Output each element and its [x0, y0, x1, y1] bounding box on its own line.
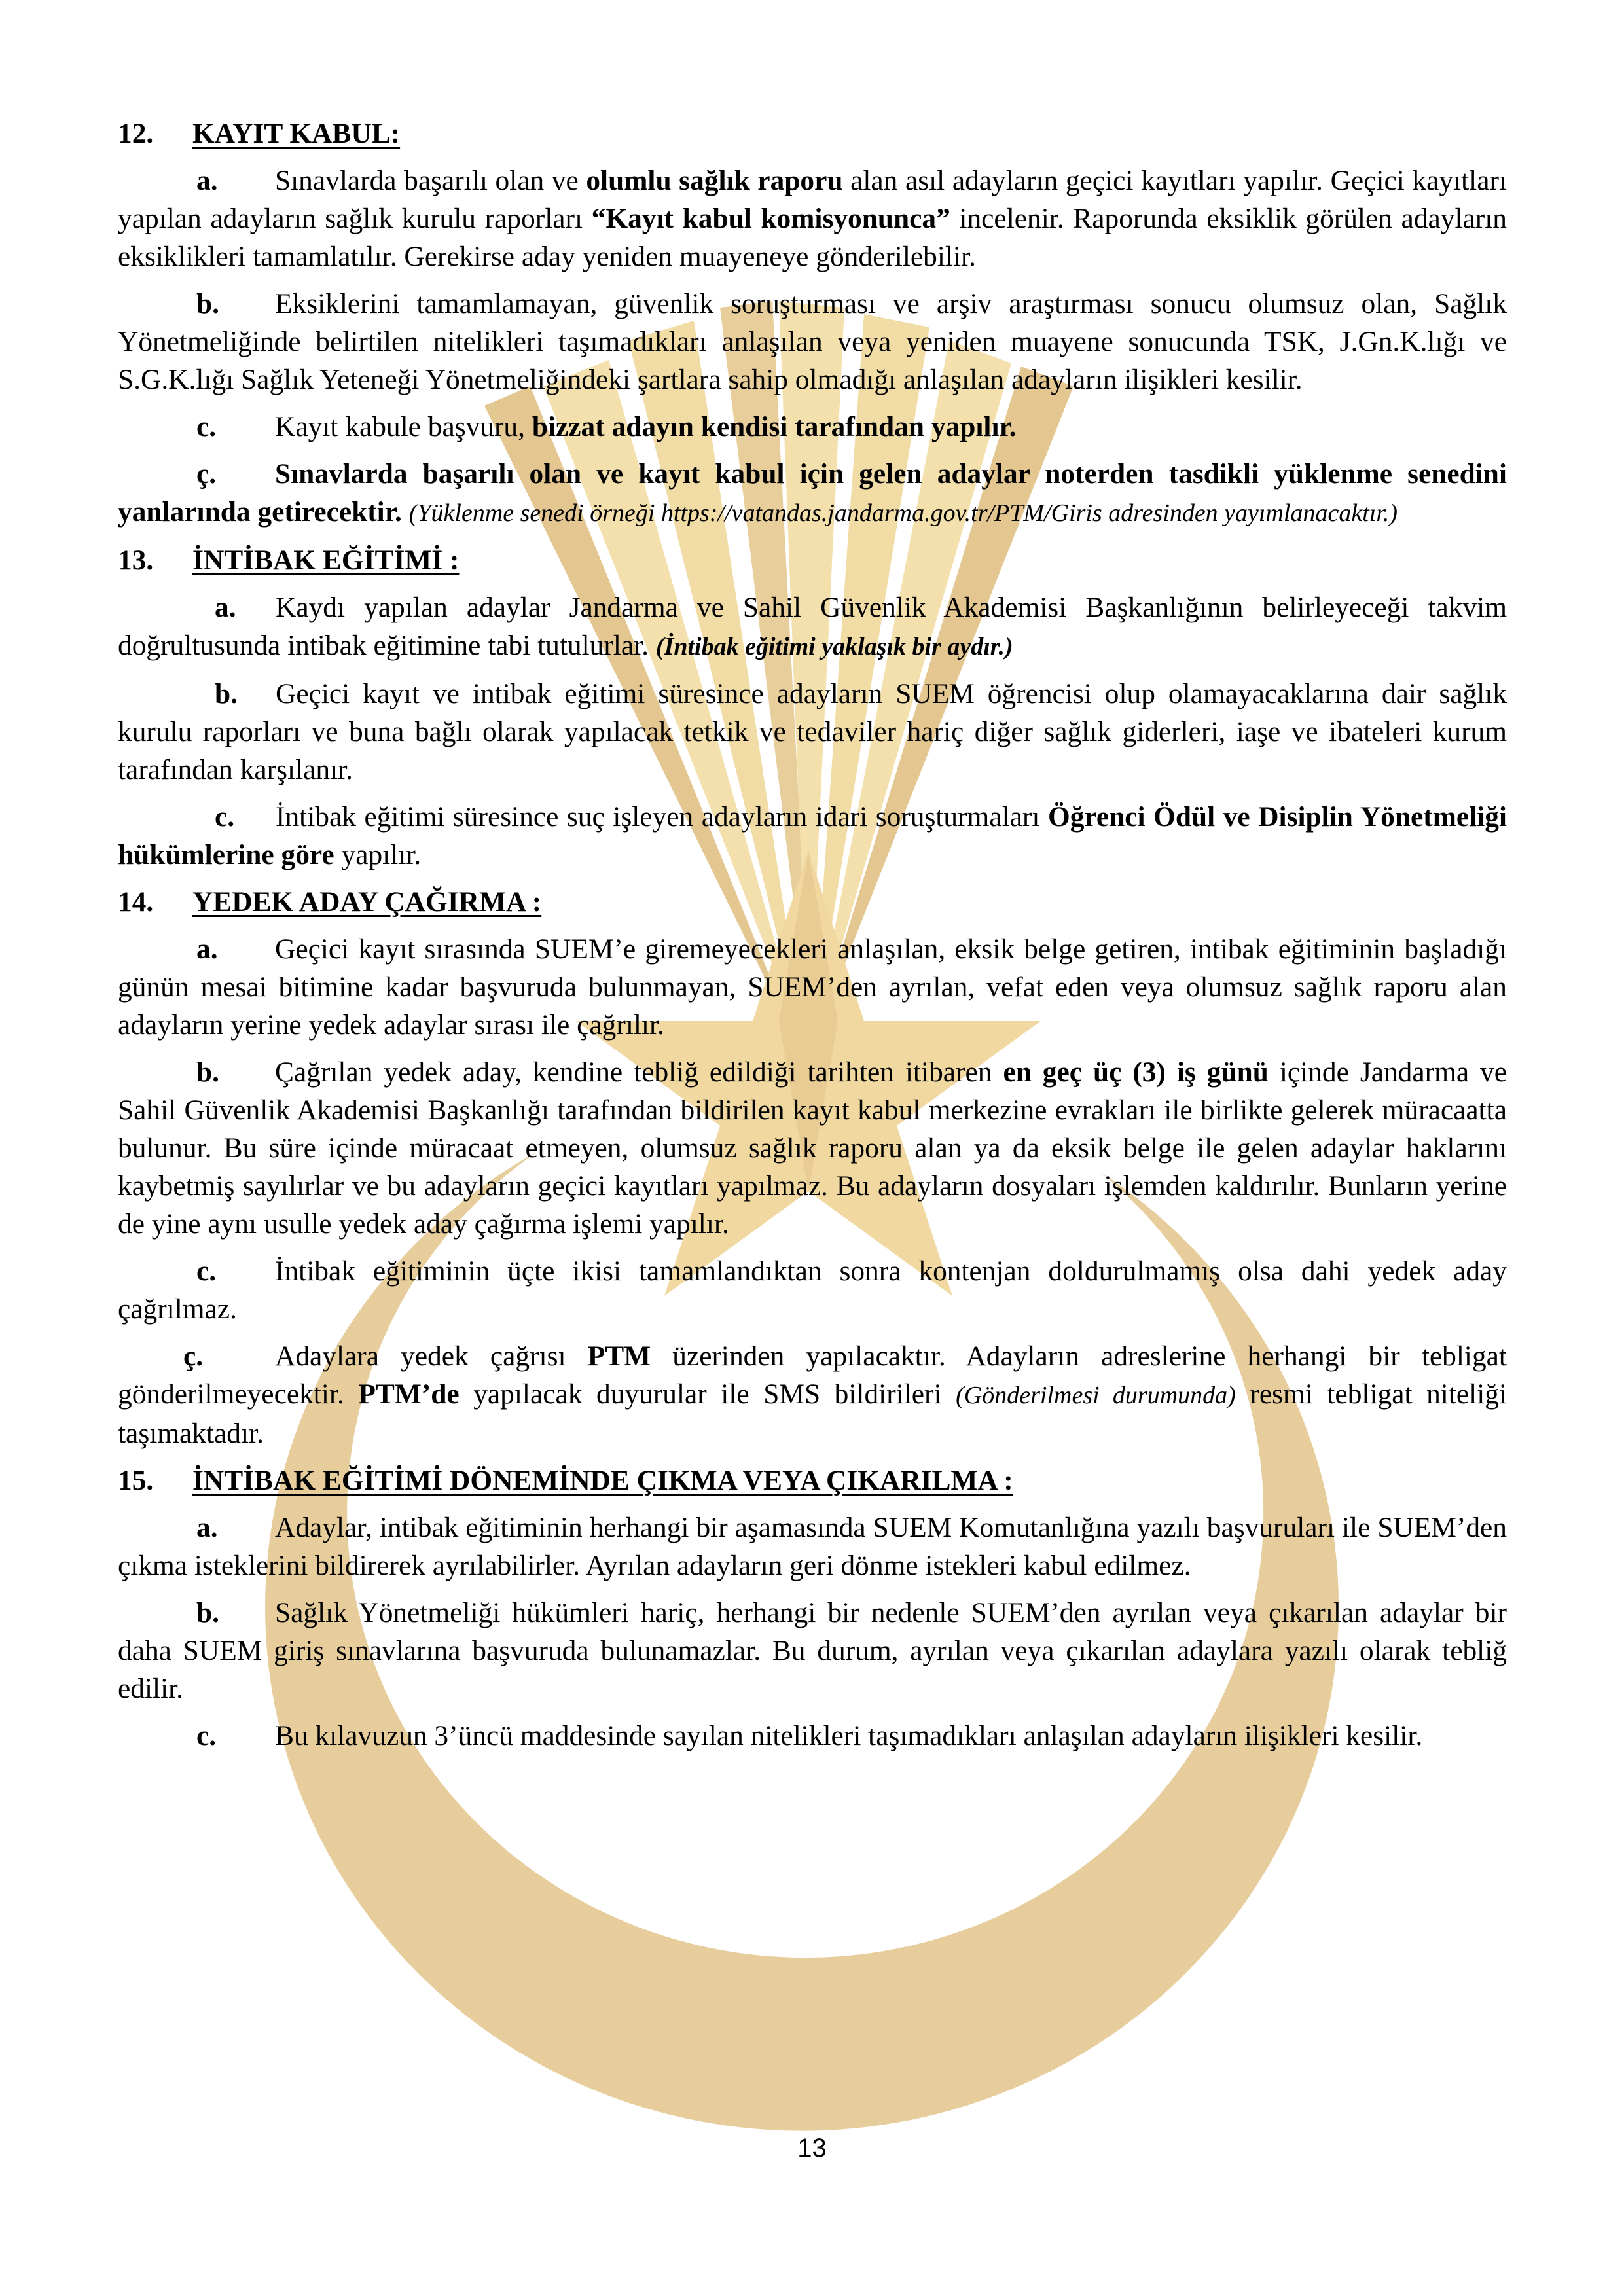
paragraph-letter: a.	[196, 1512, 218, 1543]
text-run: yapılır.	[334, 839, 422, 870]
paragraph-letter: c.	[196, 411, 217, 442]
text-run: (Yüklenme senedi örneği https://vatandas.jandarma.gov.tr/PTM/Giris adresinden yayımlanacaktır.)	[408, 499, 1398, 527]
section-number: 15.	[118, 1465, 154, 1496]
text-run: incelenir. Raporunda eksiklik görülen adayların eksiklikleri tamamlatılır. Gerekirse aday yeniden muayeneye gönderilebilir.	[118, 203, 1507, 272]
paragraph-letter: ç.	[196, 458, 217, 490]
section-title: İNTİBAK EĞİTİMİ :	[192, 545, 460, 576]
text-run: “Kayıt kabul komisyonunca”	[591, 203, 950, 234]
paragraph-letter: a.	[196, 165, 218, 196]
paragraph	[118, 1717, 1507, 1755]
text-run	[402, 496, 409, 528]
paragraph-letter: b.	[196, 1056, 219, 1088]
text-run: en geç üç (3) iş günü	[1003, 1056, 1269, 1088]
text-run: (İntibak eğitimi yaklaşık bir aydır.)	[655, 633, 1013, 660]
paragraph	[118, 588, 1507, 666]
paragraph	[118, 1053, 1507, 1243]
text-run: Çağrılan yedek aday, kendine tebliğ edildiği tarihten itibaren	[275, 1056, 1003, 1088]
text-run: İntibak eğitiminin üçte ikisi tamamlandıktan sonra kontenjan doldurulmamış olsa dahi yedek aday çağrılmaz.	[118, 1255, 1507, 1325]
paragraph-letter: b.	[215, 678, 238, 709]
paragraph	[118, 408, 1507, 446]
paragraph	[118, 930, 1507, 1044]
paragraph-letter: c.	[196, 1720, 217, 1751]
section-title: İNTİBAK EĞİTİMİ DÖNEMİNDE ÇIKMA VEYA ÇIKARILMA :	[192, 1465, 1013, 1496]
section-number: 13.	[118, 545, 154, 576]
text-run: Kayıt kabule başvuru,	[275, 411, 532, 442]
text-run: resmi tebligat niteliği taşımaktadır.	[118, 1378, 1507, 1449]
paragraph	[118, 1337, 1507, 1452]
section-number: 12.	[118, 118, 154, 149]
paragraph	[118, 455, 1507, 532]
section-heading-12	[118, 115, 1507, 152]
paragraph-letter: ç.	[183, 1340, 204, 1372]
paragraph-letter: b.	[196, 1597, 219, 1628]
text-run: Sınavlarda başarılı olan ve kayıt kabul için gelen adaylar noterden tasdikli yüklenme senedini yanlarında getirecektir.	[118, 458, 1507, 528]
paragraph	[118, 285, 1507, 399]
text-run: İntibak eğitimi süresince suç işleyen adayların idari soruşturmaları	[276, 801, 1048, 833]
paragraph	[118, 798, 1507, 874]
text-run: Adaylara yedek çağrısı	[275, 1340, 588, 1372]
text-run: içinde Jandarma ve Sahil Güvenlik Akademisi Başkanlığı tarafından bildirilen kayıt kabul merkezine evrakları ile birlikte gelerek müracaatta bulunur. Bu süre içinde müracaat etmeyen, olumsuz sağlık raporu alan ya da eksik belge ile gelen adaylar haklarını kaybetmiş sayılırlar ve bu adayların geçici kayıtları yapılmaz. Bu adayların dosyaları işlemden kaldırılır. Bunların yerine de yine aynı usulle yedek aday çağırma işlemi yapılır.	[118, 1056, 1507, 1240]
text-run: Geçici kayıt sırasında SUEM’e giremeyecekleri anlaşılan, eksik belge getiren, intibak eğitiminin başladığı günün mesai bitimine kadar başvuruda bulunmayan, SUEM’den ayrılan, vefat eden veya olumsuz sağlık raporu alan adayların yerine yedek adaylar sırası ile çağrılır.	[118, 933, 1507, 1041]
section-title: YEDEK ADAY ÇAĞIRMA :	[192, 886, 542, 918]
section-number: 14.	[118, 886, 154, 918]
text-run: Bu kılavuzun 3’üncü maddesinde sayılan nitelikleri taşımadıkları anlaşılan adayların ilişikleri kesilir.	[275, 1720, 1423, 1751]
text-run: Eksiklerini tamamlamayan, güvenlik soruşturması ve arşiv araştırması sonucu olumsuz olan, Sağlık Yönetmeliğinde belirtilen nitelikleri taşımadıkları anlaşılan veya yeniden muayene sonucunda TSK, J.Gn.K.lığı ve S.G.K.lığı Sağlık Yeteneği Yönetmeliğindeki şartlara sahip olmadığı anlaşılan adayların ilişikleri kesilir.	[118, 288, 1507, 395]
section-heading-13	[118, 541, 1507, 579]
text-run: yapılacak duyurular ile SMS bildirileri	[459, 1378, 956, 1410]
paragraph-letter: c.	[215, 801, 235, 833]
document-body	[118, 115, 1507, 1764]
section-title: KAYIT KABUL:	[192, 118, 401, 149]
text-run: Sağlık Yönetmeliği hükümleri hariç, herhangi bir nedenle SUEM’den ayrılan veya çıkarılan adaylar bir daha SUEM giriş sınavlarına başvuruda bulunamazlar. Bu durum, ayrılan veya çıkarılan adaylara yazılı olarak tebliğ edilir.	[118, 1597, 1507, 1704]
paragraph	[118, 1252, 1507, 1328]
paragraph-letter: a.	[215, 592, 236, 623]
text-run: PTM	[587, 1340, 651, 1372]
text-run: alan asıl adayların geçici kayıtları yapılır. Geçici kayıtları yapılan adayların sağlık kurulu raporları	[118, 165, 1507, 234]
text-run: PTM’de	[358, 1378, 460, 1410]
paragraph	[118, 162, 1507, 276]
paragraph-letter: a.	[196, 933, 218, 965]
paragraph	[118, 675, 1507, 789]
text-run: Kaydı yapılan adaylar Jandarma ve Sahil Güvenlik Akademisi Başkanlığının belirleyeceği takvim doğrultusunda intibak eğitimine tabi tutulurlar.	[118, 592, 1507, 661]
paragraph	[118, 1594, 1507, 1708]
section-heading-15	[118, 1462, 1507, 1499]
text-run: (Gönderilmesi durumunda)	[956, 1382, 1236, 1409]
section-heading-14	[118, 883, 1507, 921]
paragraph-letter: c.	[196, 1255, 217, 1287]
page-number: 13	[797, 2134, 827, 2162]
text-run: bizzat adayın kendisi tarafından yapılır.	[532, 411, 1017, 442]
text-run: olumlu sağlık raporu	[586, 165, 843, 196]
text-run: Geçici kayıt ve intibak eğitimi süresince adayların SUEM öğrencisi olup olamayacaklarına dair sağlık kurulu raporları ve buna bağlı olarak yapılacak tetkik ve tedaviler hariç diğer sağlık giderleri, iaşe ve ibateleri kurum tarafından karşılanır.	[118, 678, 1507, 785]
text-run: Sınavlarda başarılı olan ve	[275, 165, 586, 196]
text-run: üzerinden yapılacaktır. Adayların adreslerine herhangi bir tebligat gönderilmeyecektir.	[118, 1340, 1507, 1410]
text-run: Öğrenci Ödül ve Disiplin Yönetmeliği hükümlerine göre	[118, 801, 1507, 870]
paragraph-letter: b.	[196, 288, 219, 319]
text-run: Adaylar, intibak eğitiminin herhangi bir aşamasında SUEM Komutanlığına yazılı başvuruları ile SUEM’den çıkma isteklerini bildirerek ayrılabilirler. Ayrılan adayların geri dönme istekleri kabul edilmez.	[118, 1512, 1507, 1581]
paragraph	[118, 1509, 1507, 1585]
